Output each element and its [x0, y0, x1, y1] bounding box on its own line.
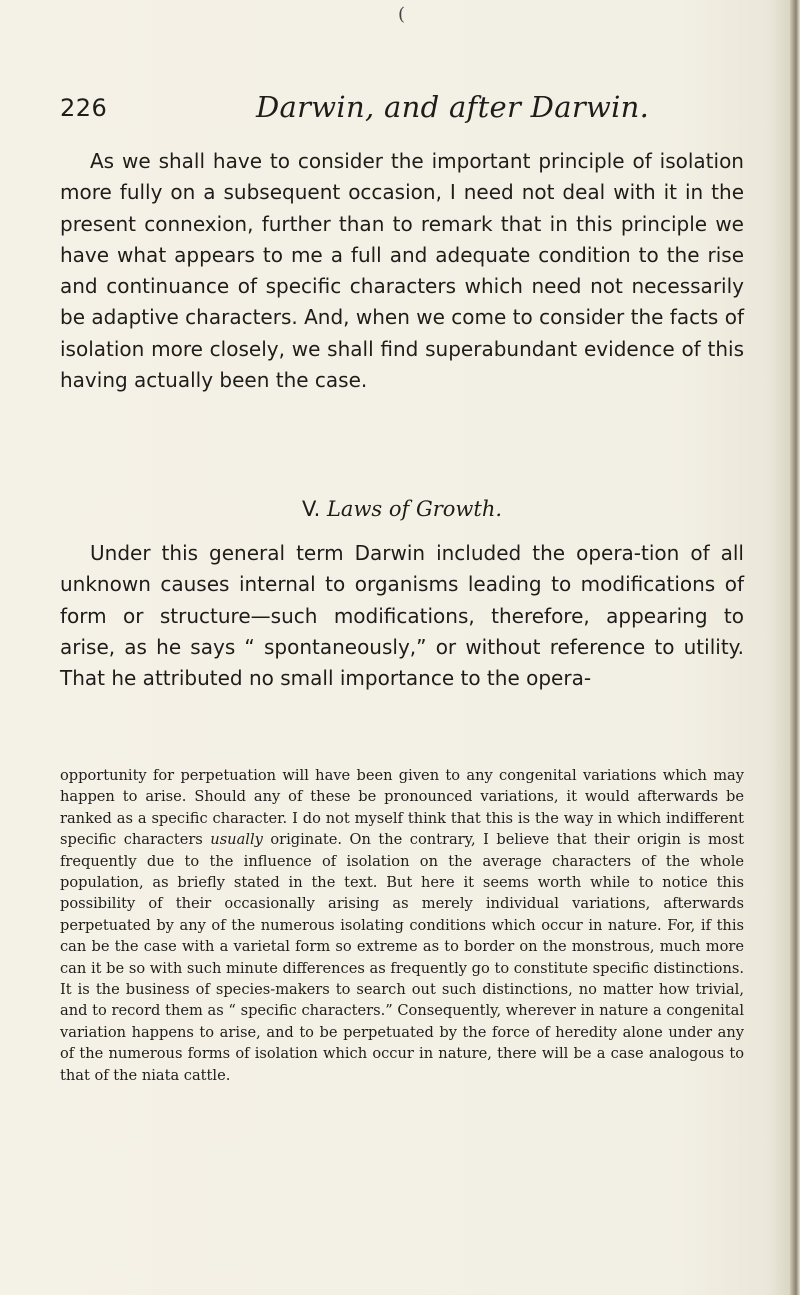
footnote-text-end: originate. On the contrary, I believe that their origin is most frequently due to the influence of isolation on the average characters of the whole population, as briefly stated in the text. But here it seems worth while to notice this possibility of their occasionally arising as merely individual variations, afterwards perpetuated by any of the numerous isolating conditions which occur in nature. For, if this can be the case with a varietal form so extreme as to border on the monstrous, much more can it be so with such minute differences as frequently go to constitute specific distinctions. It is the business of species-makers to search out such distinctions, no matter how trivial, and to record them as “ specific characters.” Consequently, wherever in nature a congenital variation happens to arise, and to be perpetuated by the force of heredity alone under any of the numerous forms of isolation which occur in nature, there will be a case analogous to that of the niata cattle. [60, 831, 744, 1084]
paragraph-isolation: As we shall have to consider the important principle of isolation more fully on a subsequent occasion, I need not deal with it in the present connexion, further than to remark that in this principle we have what appears to me a full and adequate condition to the rise and continuance of specific characters which need not necessarily be adaptive characters. And, when we come to consider the facts of isolation more closely, we shall find superabundant evidence of this having actually been the case. [60, 149, 744, 393]
page-edge [790, 0, 800, 1295]
page-number: 226 [60, 94, 108, 122]
section-heading [60, 497, 744, 521]
footnote-text-start: opportunity for perpetuation will have been given to any congenital variations which may happen to arise. Should any of these be pronounced variations, it would afterwards be ranked as a specific character. I do not myself think that this is the way in which indifferent specific characters [60, 767, 744, 849]
running-head [60, 90, 740, 130]
section-numeral: V. [301, 497, 321, 521]
margin-mark: ( [398, 4, 406, 25]
footnote-emphasis: usually [210, 831, 263, 849]
footnote [60, 765, 744, 1086]
paragraph-laws-of-growth: Under this general term Darwin included the opera-tion of all unknown causes internal to organisms leading to modifications of form or structure—such modifications, therefore, appearing to arise, as he says “ spontaneously,” or without reference to utility. That he attributed no small importance to the opera- [60, 541, 744, 691]
section-title: Laws of Growth. [326, 497, 503, 521]
running-title: Darwin, and after Darwin. [256, 90, 650, 124]
